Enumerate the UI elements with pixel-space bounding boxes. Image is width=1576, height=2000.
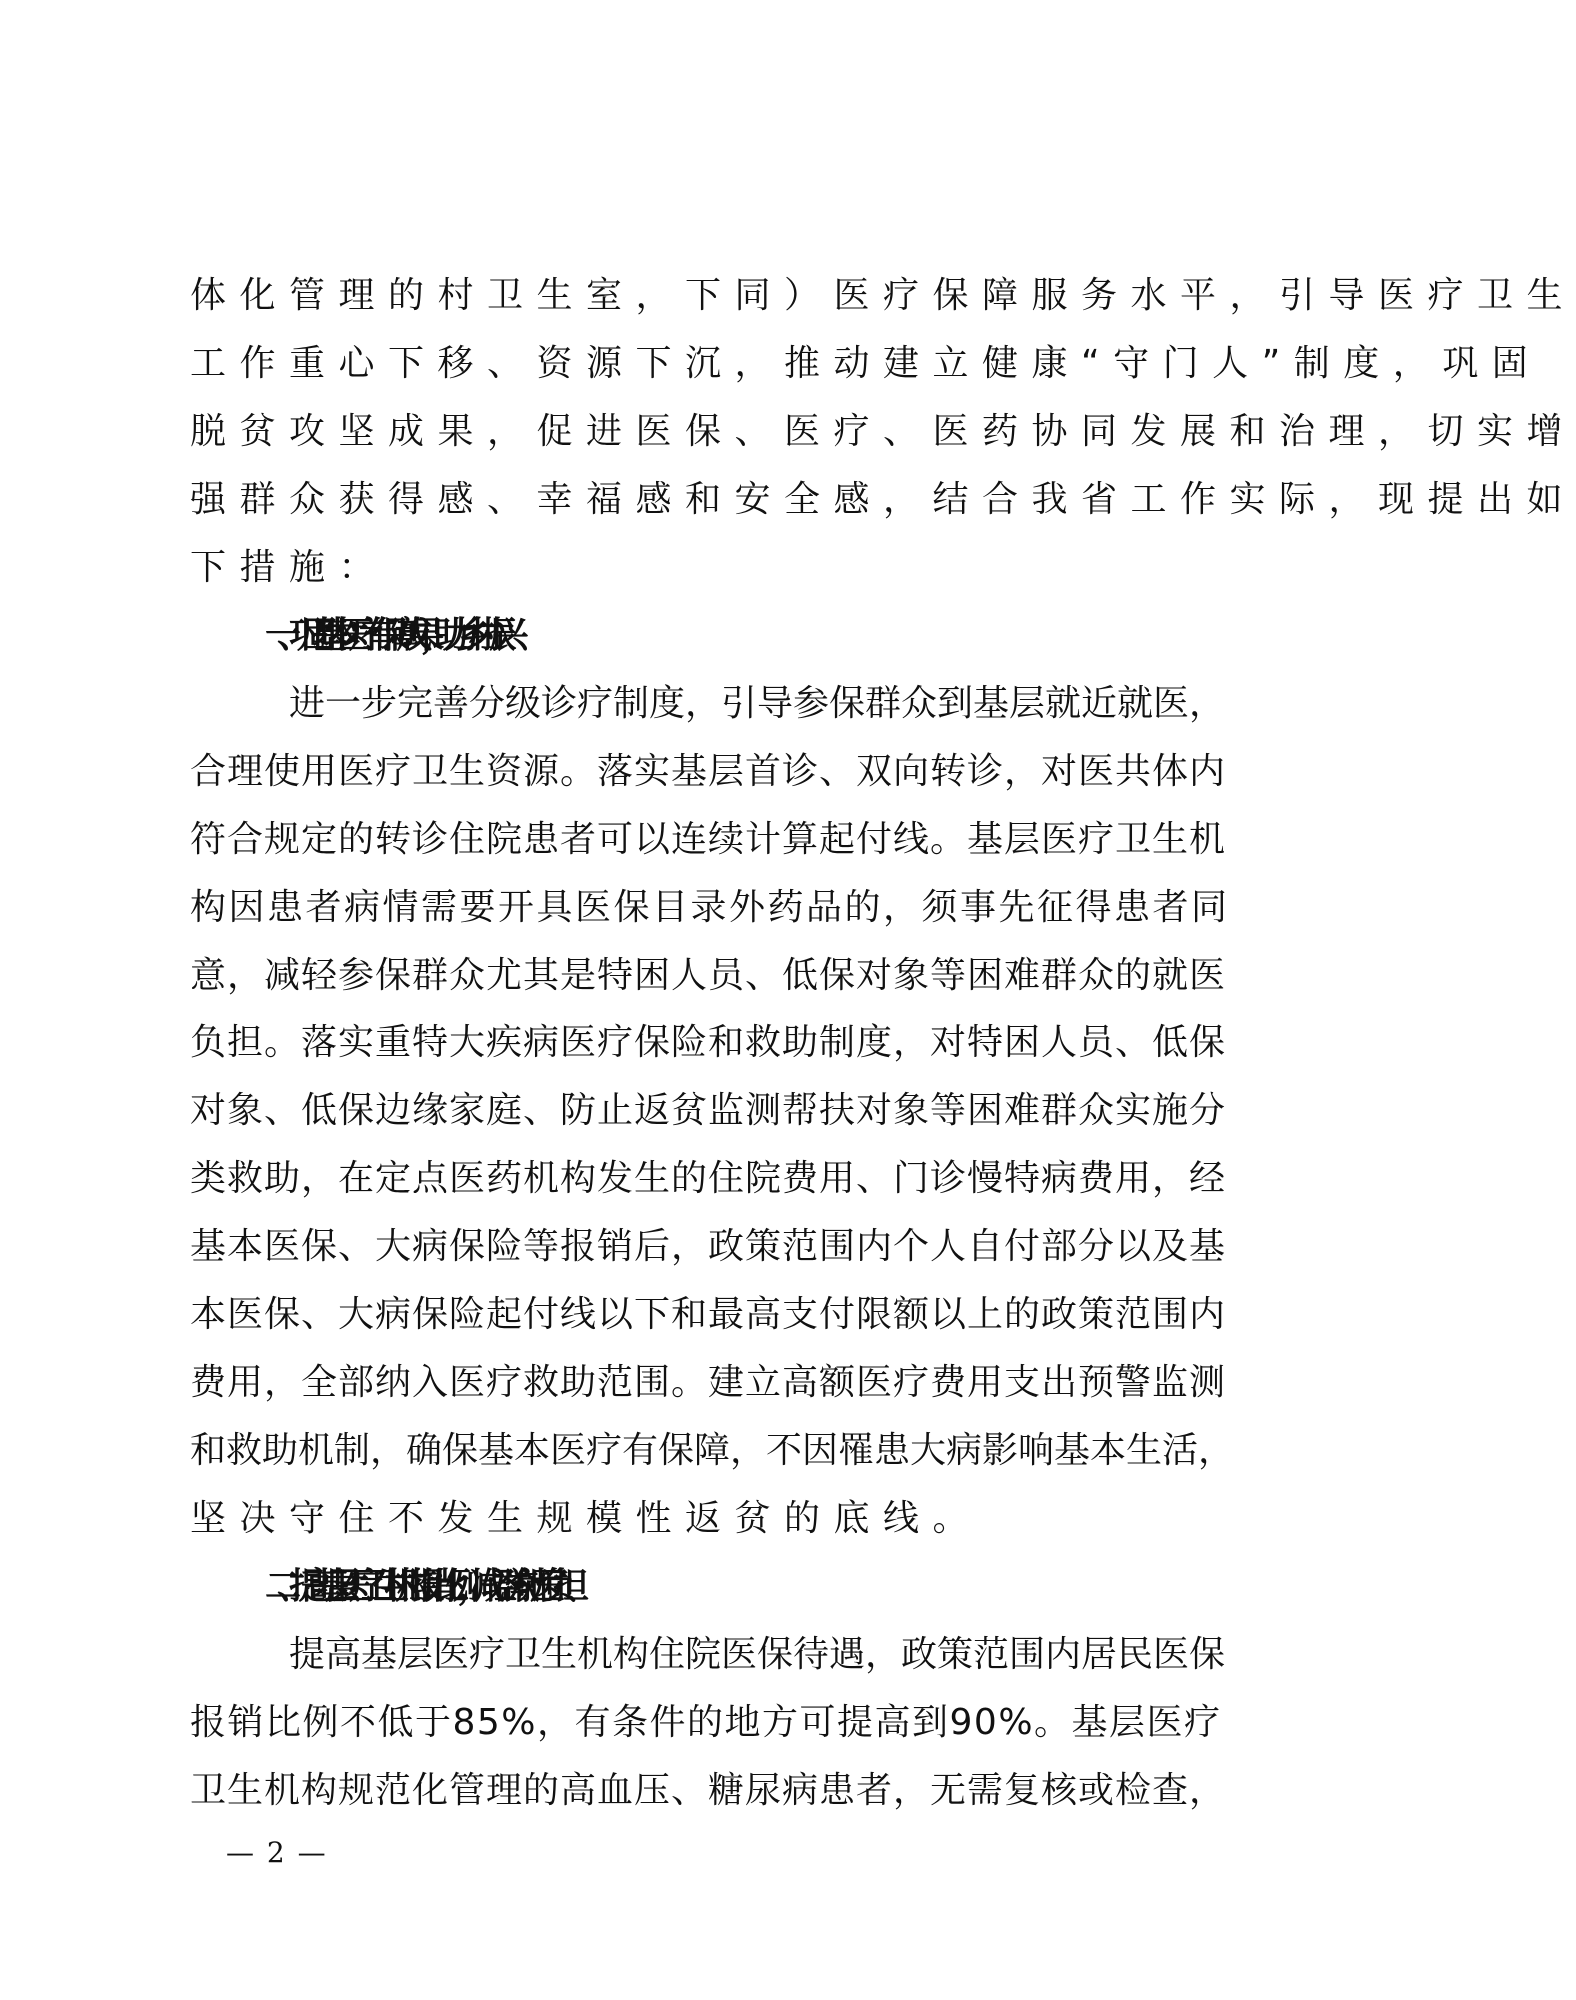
text-line: 和救助机制，确保基本医疗有保障，不因罹患大病影响基本生活，	[190, 1430, 1235, 1472]
text-line: 体化管理的村卫生室，下同）医疗保障服务水平，引导医疗卫生	[190, 275, 1576, 316]
text-line: 工作重心下移、资源下沉，推动建立健康“守门人”制度，巩固	[190, 342, 1542, 384]
text-line: 合理使用医疗卫生资源。落实基层首诊、双向转诊，对医共体内	[190, 750, 1227, 792]
heading-text: 一、巩固“基本医疗有保障”成果，助力乡村振兴	[265, 614, 505, 656]
page-number: — 2 —	[226, 1836, 328, 1869]
paragraph-intro-continuation	[190, 262, 1576, 602]
paragraph-section-2	[190, 1621, 1236, 1825]
text-line: 对象、低保边缘家庭、防止返贫监测帮扶对象等困难群众实施分	[190, 1090, 1227, 1132]
text-line: 类救助，在定点医药机构发生的住院费用、门诊慢特病费用，经	[190, 1158, 1227, 1200]
paragraph-section-1	[190, 670, 1236, 1553]
text-line: 强群众获得感、幸福感和安全感，结合我省工作实际，现提出如	[190, 478, 1576, 520]
text-line: 提高基层医疗卫生机构住院医保待遇，政策范围内居民医保	[289, 1634, 1226, 1676]
text-line: 脱贫攻坚成果，促进医保、医疗、医药协同发展和治理，切实增	[190, 410, 1576, 452]
text-line: 下措施：	[190, 546, 389, 588]
document-body	[190, 262, 1576, 1825]
text-line: 本医保、大病保险起付线以下和最高支付限额以上的政策范围内	[190, 1294, 1227, 1336]
text-line: 报销比例不低于85%，有条件的地方可提高到90%。基层医疗	[190, 1702, 1222, 1744]
text-line: 卫生机构规范化管理的高血压、糖尿病患者，无需复核或检查，	[190, 1769, 1227, 1811]
text-line: 费用，全部纳入医疗救助范围。建立高额医疗费用支出预警监测	[190, 1362, 1227, 1404]
section-heading-1	[190, 602, 1236, 670]
text-line: 符合规定的转诊住院患者可以连续计算起付线。基层医疗卫生机	[190, 818, 1227, 860]
text-line: 意，减轻参保群众尤其是特困人员、低保对象等困难群众的就医	[190, 954, 1227, 996]
heading-text: 二、提高基层医疗卫生机构报销比例，减轻群众就医负担	[265, 1566, 566, 1608]
text-line: 构因患者病情需要开具医保目录外药品的，须事先征得患者同	[190, 886, 1230, 928]
text-line: 基本医保、大病保险等报销后，政策范围内个人自付部分以及基	[190, 1226, 1227, 1268]
section-heading-2	[190, 1553, 1236, 1621]
text-line: 坚决守住不发生规模性返贫的底线。	[190, 1498, 983, 1540]
text-line: 进一步完善分级诊疗制度，引导参保群众到基层就近就医，	[289, 682, 1226, 724]
text-line: 负担。落实重特大疾病医疗保险和救助制度，对特困人员、低保	[190, 1022, 1227, 1064]
